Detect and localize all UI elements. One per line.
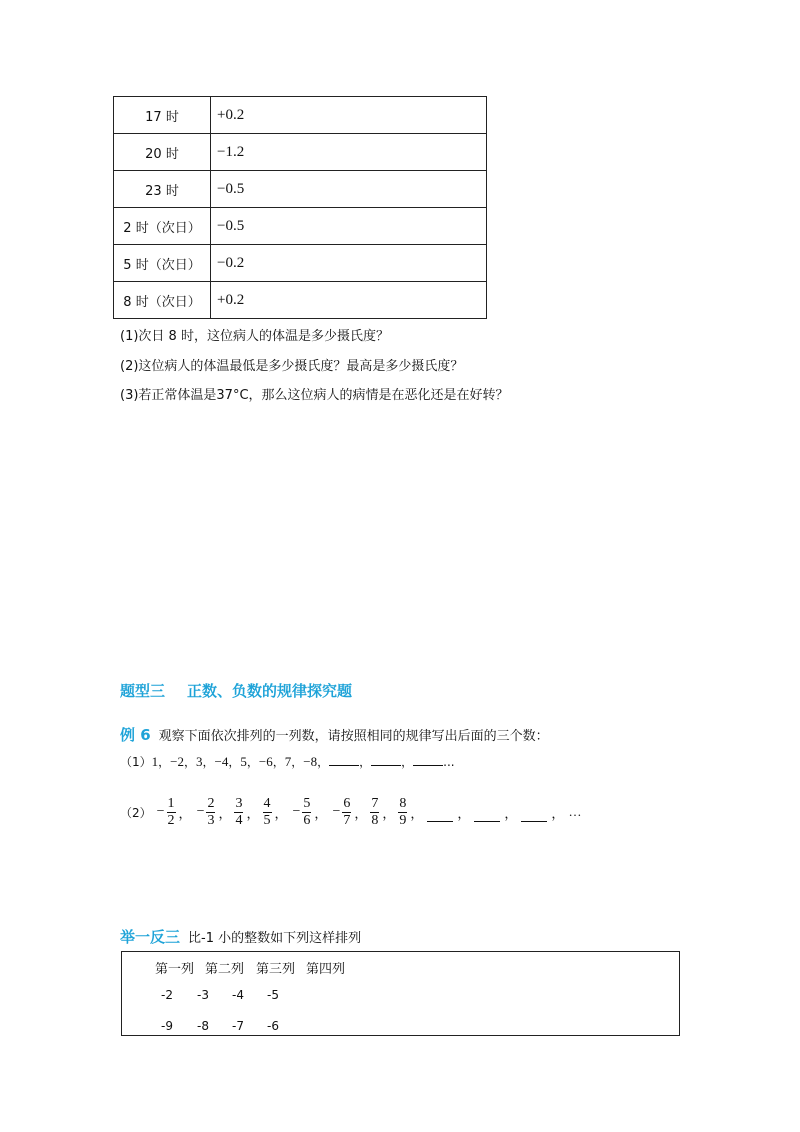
denominator: 5 (263, 812, 271, 828)
practice-text: 比-1 小的整数如下列这样排列 (188, 931, 362, 946)
column-header-4: 第四列 (306, 962, 346, 977)
table-row (114, 134, 487, 171)
comma: ， (274, 805, 288, 821)
sequence-term: −2 (170, 754, 184, 769)
ellipsis: ... (443, 755, 455, 769)
sequence-term: 5 (240, 754, 247, 769)
comma: ， (228, 755, 241, 769)
numerator: 2 (207, 795, 215, 811)
sequence-term: 3 (196, 754, 203, 769)
change-value-cell: −0.2 (211, 245, 487, 282)
denominator: 3 (207, 812, 215, 828)
answer-blank (427, 819, 453, 822)
change-value-cell: −1.2 (211, 134, 487, 171)
time-cell: 23 时 (114, 171, 211, 208)
fraction (234, 796, 243, 829)
numerator: 1 (167, 795, 175, 811)
sequence-term: −8 (303, 754, 318, 769)
table-row (114, 97, 487, 134)
practice-heading (120, 926, 361, 947)
comma: ， (158, 755, 171, 769)
denominator: 7 (343, 812, 351, 828)
answer-blank (329, 756, 359, 766)
numerator: 4 (263, 795, 271, 811)
fraction (263, 796, 272, 829)
comma: ， (246, 805, 260, 821)
sequence-term: −6 (258, 754, 273, 769)
numerator: 3 (235, 795, 243, 811)
table-row (114, 208, 487, 245)
time-cell: 17 时 (114, 97, 211, 134)
comma: ， (457, 805, 471, 821)
sequence-term: 7 (284, 754, 292, 769)
minus-sign: − (156, 804, 165, 819)
change-value-cell: −0.5 (211, 208, 487, 245)
answer-blank (413, 756, 443, 766)
comma: ， (202, 755, 215, 769)
question-1: (1)次日 8 时，这位病人的体温是多少摄氏度？ (120, 329, 389, 344)
cell-r1-c3: -4 (232, 988, 244, 1002)
comma: ， (410, 805, 424, 821)
table-row (114, 171, 487, 208)
sequence-2-prefix: （2） (120, 805, 152, 820)
time-cell: 20 时 (114, 134, 211, 171)
table-row (114, 282, 487, 319)
minus-sign: − (332, 804, 341, 819)
cell-r2-c4: -6 (267, 1019, 279, 1033)
section-title: 正数、负数的规律探究题 (187, 682, 353, 700)
sequence-1 (120, 753, 455, 770)
comma: ， (317, 755, 330, 769)
comma: ， (272, 755, 285, 769)
section-heading (120, 680, 352, 701)
comma: ， (314, 805, 328, 821)
section-type-label: 题型三 (120, 682, 166, 700)
answer-blank (521, 819, 547, 822)
column-header-1: 第一列 (155, 962, 195, 977)
sequence-1-prefix: （1） (120, 755, 152, 769)
denominator: 4 (235, 812, 243, 828)
sequence-2 (120, 784, 583, 840)
example-6 (120, 724, 549, 745)
cell-r1-c4: -5 (267, 988, 279, 1002)
time-cell: 5 时（次日） (114, 245, 211, 282)
fraction (302, 796, 311, 829)
change-value-cell: +0.2 (211, 282, 487, 319)
question-2: (2)这位病人的体温最低是多少摄氏度？最高是多少摄氏度？ (120, 359, 464, 374)
comma: ， (246, 755, 259, 769)
fraction (206, 796, 215, 829)
column-header-2: 第二列 (205, 962, 245, 977)
comma: ， (401, 755, 414, 769)
numerator: 7 (371, 795, 379, 811)
minus-sign: − (292, 804, 301, 819)
question-3: (3)若正常体温是37°C，那么这位病人的病情是在恶化还是在好转？ (120, 388, 509, 403)
practice-label: 举一反三 (120, 928, 181, 946)
table-row (114, 245, 487, 282)
denominator: 9 (399, 812, 407, 828)
comma: ， (218, 805, 232, 821)
ellipsis: … (568, 804, 582, 819)
comma: ， (354, 805, 368, 821)
cell-r2-c3: -7 (232, 1019, 244, 1033)
time-cell: 8 时（次日） (114, 282, 211, 319)
answer-blank (474, 819, 500, 822)
comma: ， (184, 755, 197, 769)
change-value-cell: +0.2 (211, 97, 487, 134)
comma: ， (504, 805, 518, 821)
answer-blank (371, 756, 401, 766)
numerator: 5 (303, 795, 311, 811)
example-text: 观察下面依次排列的一列数，请按照相同的规律写出后面的三个数： (158, 729, 549, 744)
temperature-table (113, 96, 487, 319)
fraction (370, 796, 379, 829)
minus-sign: − (196, 804, 205, 819)
column-header-3: 第三列 (256, 962, 296, 977)
numerator: 8 (399, 795, 407, 811)
cell-r2-c2: -8 (197, 1019, 209, 1033)
denominator: 6 (303, 812, 311, 828)
time-cell: 2 时（次日） (114, 208, 211, 245)
comma: ， (178, 805, 192, 821)
sequence-term: 1 (151, 754, 159, 769)
comma: ， (359, 755, 372, 769)
example-label: 例 6 (120, 726, 151, 744)
change-value-cell: −0.5 (211, 171, 487, 208)
fraction (167, 796, 176, 829)
denominator: 8 (371, 812, 379, 828)
comma: ， (551, 805, 565, 821)
comma: ， (382, 805, 396, 821)
cell-r1-c1: -2 (161, 988, 173, 1002)
denominator: 2 (167, 812, 175, 828)
comma: ， (291, 755, 304, 769)
fraction (398, 796, 407, 829)
sequence-term: −4 (214, 754, 229, 769)
numerator: 6 (343, 795, 351, 811)
cell-r1-c2: -3 (197, 988, 209, 1002)
cell-r2-c1: -9 (161, 1019, 173, 1033)
fraction (342, 796, 351, 829)
